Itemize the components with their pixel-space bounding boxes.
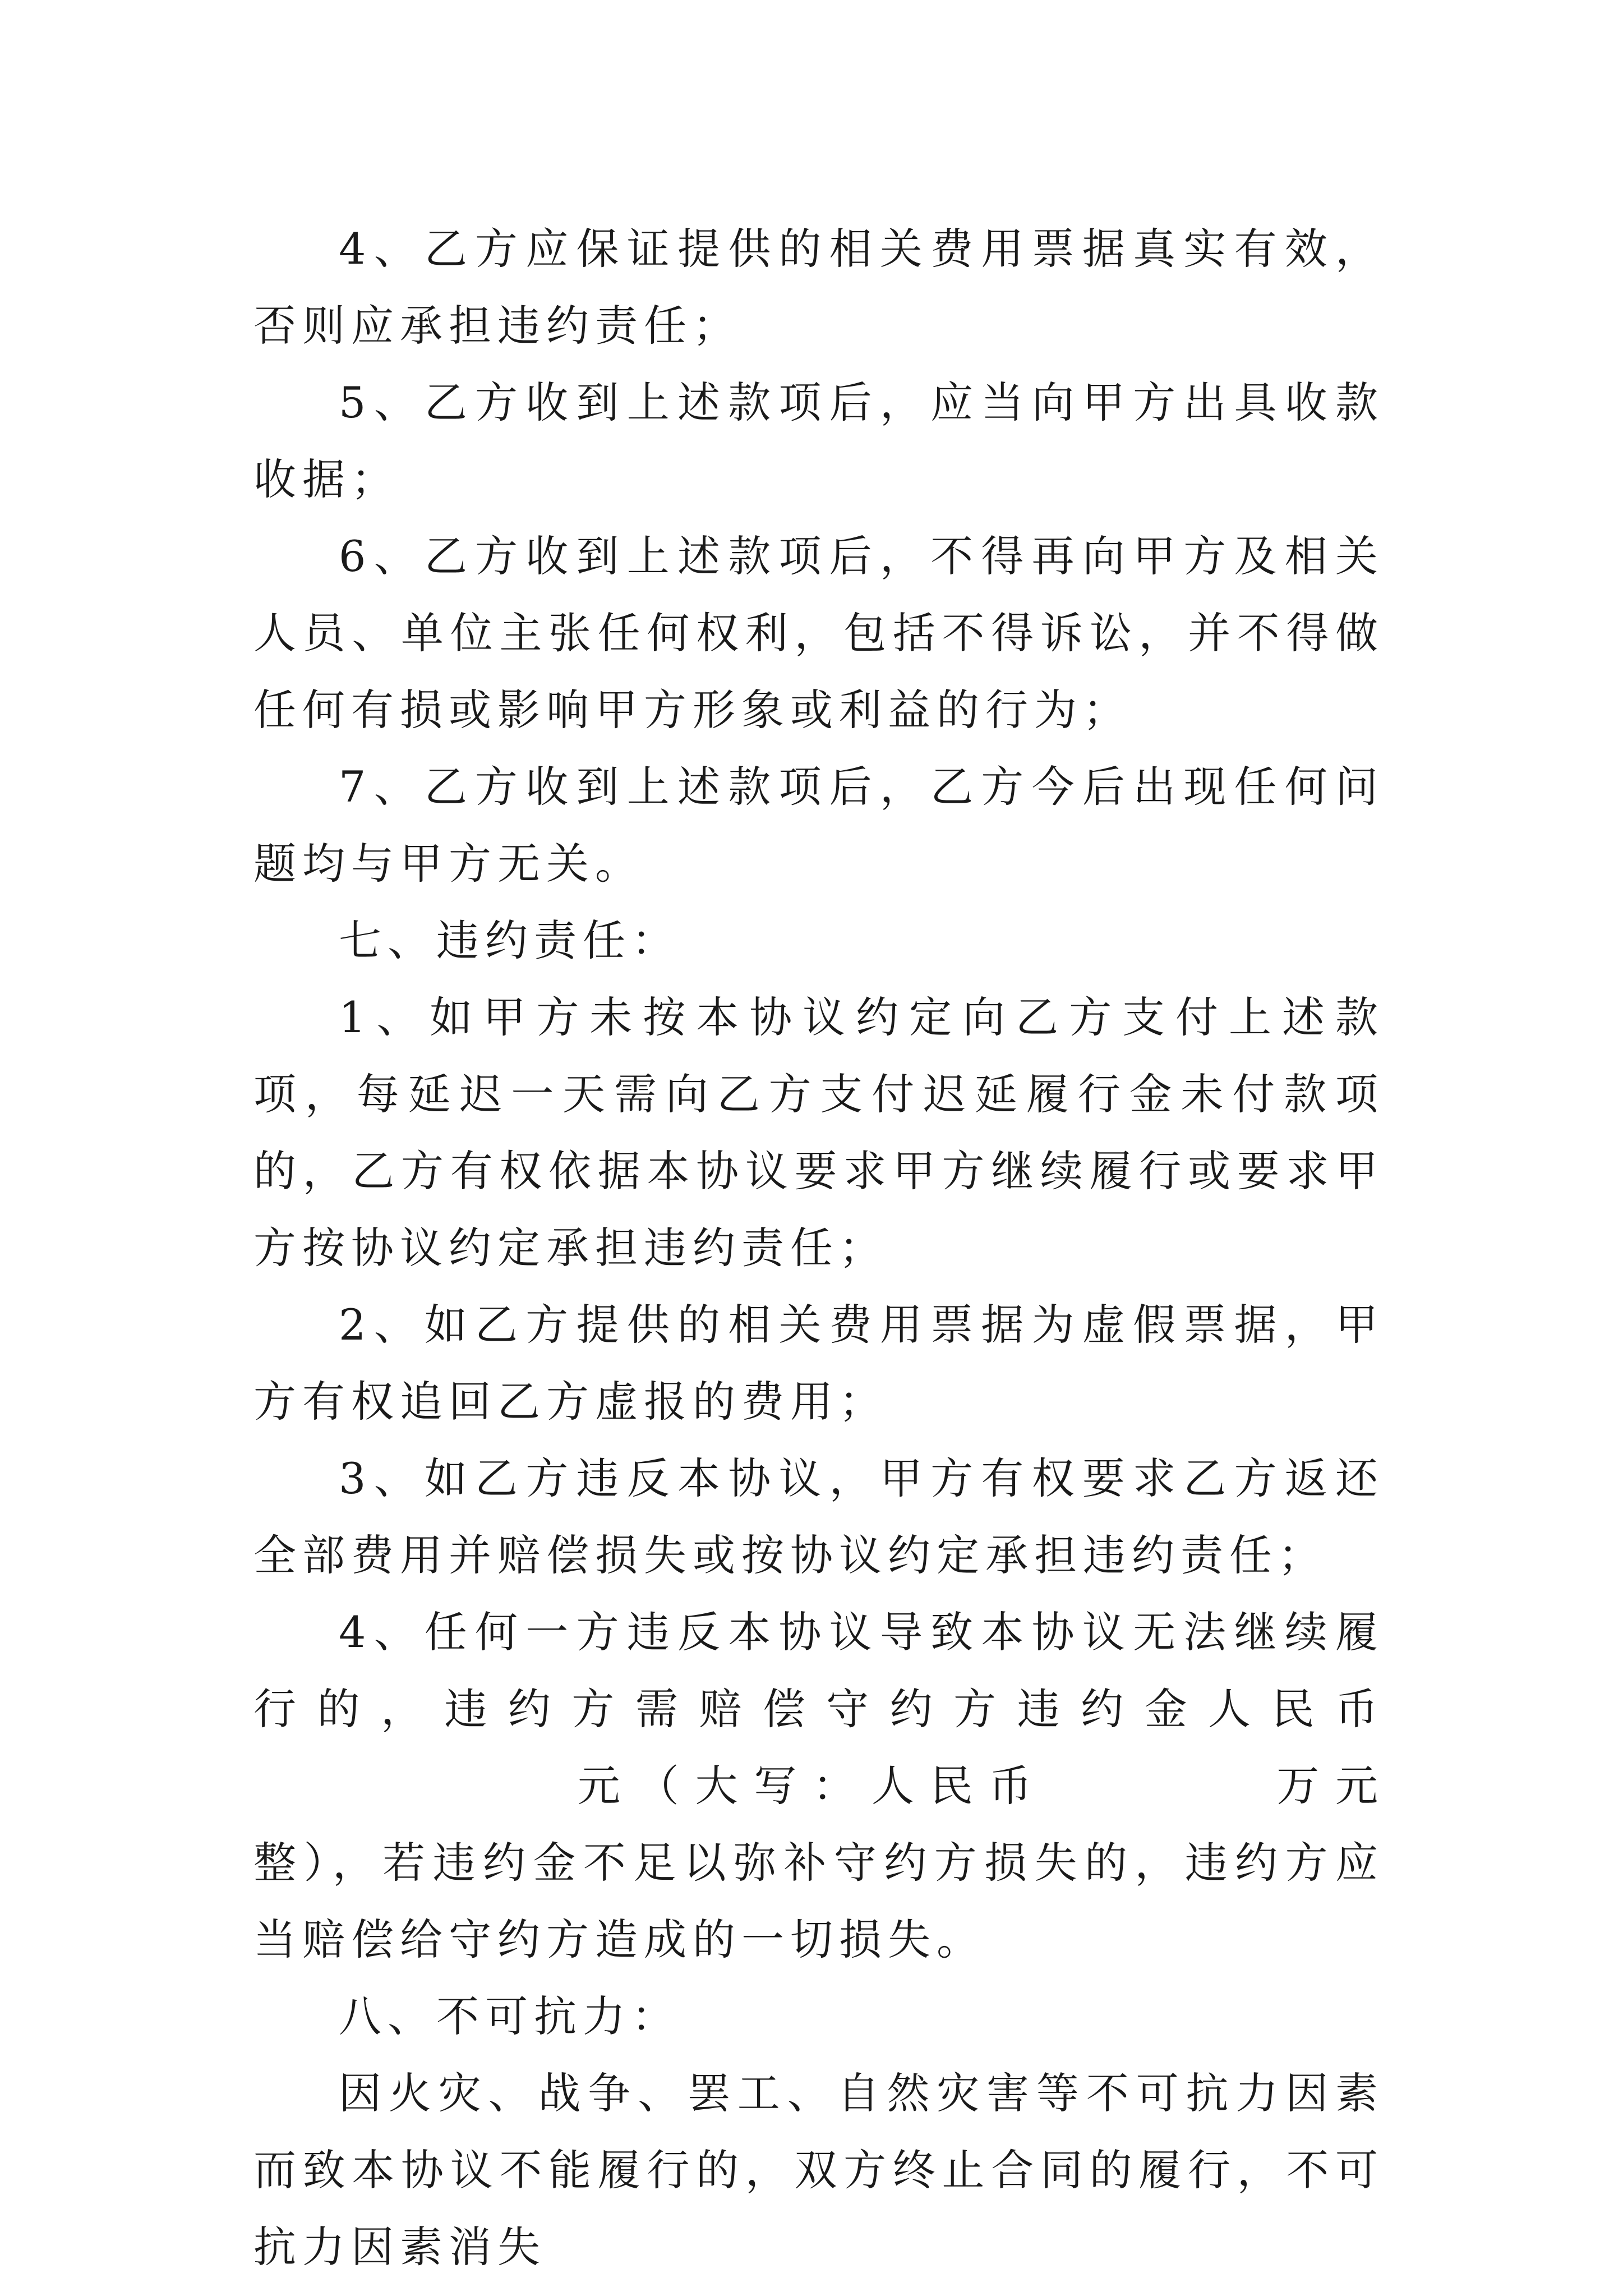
paragraph-force-majeure: 因火灾、战争、罢工、自然灾害等不可抗力因素而致本协议不能履行的，双方终止合同的履行，不可抗力因素消失 (253, 2068, 1384, 2272)
paragraph-clause-6-6: 6、乙方收到上述款项后，不得再向甲方及相关人员、单位主张任何权利，包括不得诉讼，并不得做任何有损或影响甲方形象或利益的行为； (253, 531, 1384, 735)
clause-7-4-text-end: 万元整），若违约金不足以弥补守约方损失的，违约方应当赔偿给守约方造成的一切损失。 (253, 1761, 1385, 1964)
paragraph-clause-6-5: 5、乙方收到上述款项后，应当向甲方出具收款收据； (253, 378, 1384, 504)
paragraph-clause-7-1: 1、如甲方未按本协议约定向乙方支付上述款项，每延迟一天需向乙方支付迟延履行金未付款项的，乙方有权依据本协议要求甲方继续履行或要求甲方按协议约定承担违约责任； (253, 992, 1384, 1273)
section-heading-force-majeure: 八、不可抗力： (339, 1991, 680, 2041)
clause-7-4-text-middle: 元（大写：人民币 (568, 1761, 1048, 1811)
clause-7-4-text-start: 4、任何一方违反本协议导致本协议无法继续履行的，违约方需赔偿守约方违约金人民币 (253, 1607, 1384, 1734)
paragraph-clause-7-2: 2、如乙方提供的相关费用票据为虚假票据，甲方有权追回乙方虚报的费用； (253, 1300, 1384, 1427)
paragraph-clause-6-4: 4、乙方应保证提供的相关费用票据真实有效，否则应承担违约责任； (253, 224, 1384, 351)
paragraph-clause-6-7: 7、乙方收到上述款项后，乙方今后出现任何问题均与甲方无关。 (253, 762, 1384, 889)
paragraph-clause-7-3: 3、如乙方违反本协议，甲方有权要求乙方返还全部费用并赔偿损失或按协议约定承担违约责任； (253, 1453, 1384, 1580)
paragraph-clause-7-4 (253, 1594, 1384, 1978)
section-heading-breach-liability: 七、违约责任： (339, 915, 680, 965)
document-page (253, 210, 1384, 2285)
